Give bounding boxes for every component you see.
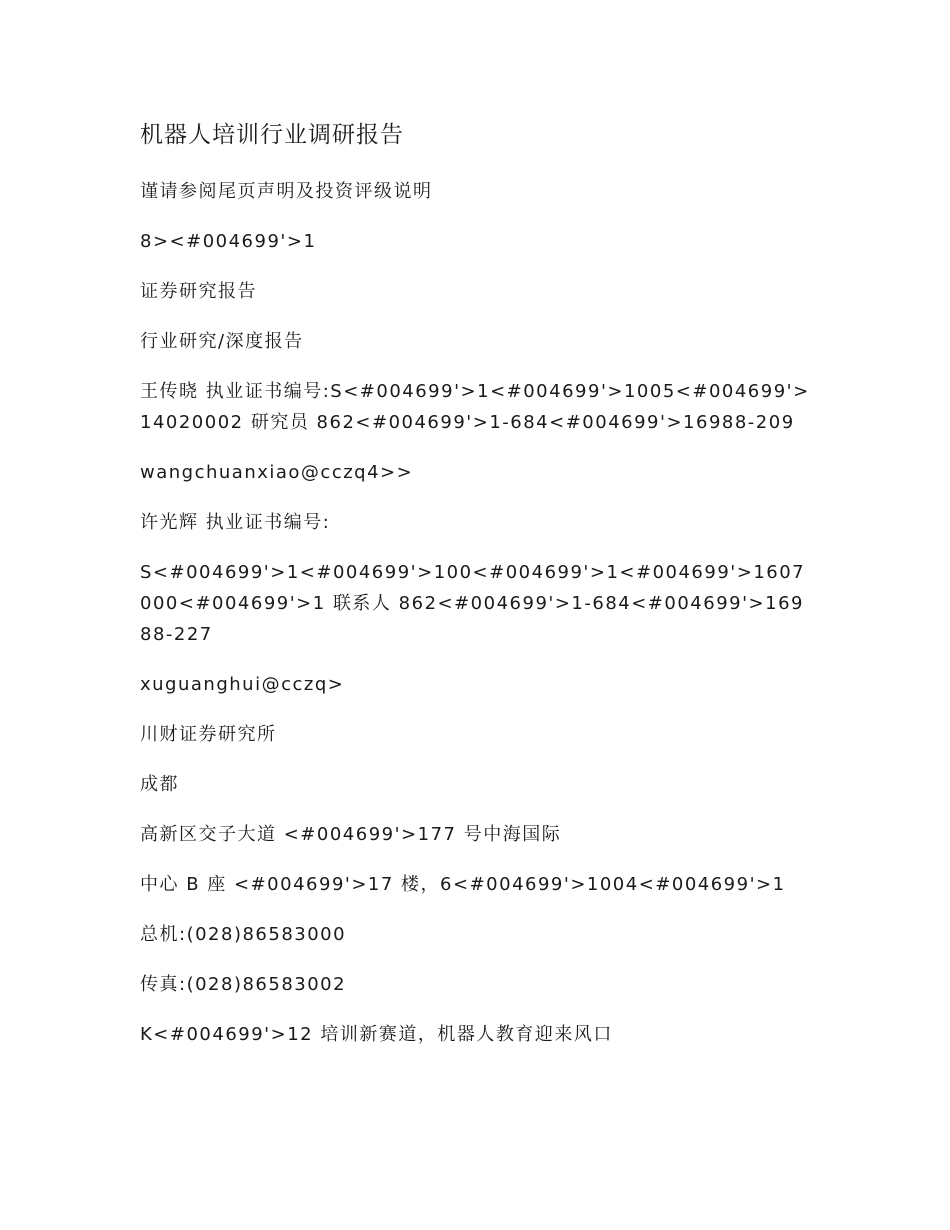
analyst-2-info: S<#004699'>1<#004699'>100<#004699'>1<#004699'>1607000<#004699'>1 联系人 862<#004699'>1-684<#004699'>16988-227 (140, 562, 806, 645)
address-line-2: 中心 B 座 <#004699'>17 楼，6<#004699'>1004<#004699'>1 (140, 874, 786, 895)
address-line-1: 高新区交子大道 <#004699'>177 号中海国际 (140, 824, 562, 845)
code-line: 8><#004699'>1 (140, 231, 317, 252)
fax-number: 传真:(028)86583002 (140, 974, 347, 995)
city: 成都 (140, 774, 179, 795)
disclaimer-note: 谨请参阅尾页声明及投资评级说明 (140, 181, 433, 202)
section-heading: K<#004699'>12 培训新赛道，机器人教育迎来风口 (140, 1024, 613, 1045)
document-page (140, 118, 810, 1069)
report-type: 证券研究报告 (140, 281, 257, 302)
institute-name: 川财证券研究所 (140, 724, 277, 745)
report-category: 行业研究/深度报告 (140, 331, 304, 352)
document-title: 机器人培训行业调研报告 (140, 122, 404, 148)
analyst-1-info: 王传晓 执业证书编号:S<#004699'>1<#004699'>1005<#004699'>14020002 研究员 862<#004699'>1-684<#004699'>16988-209 (140, 381, 810, 433)
analyst-2-email: xuguanghui@cczq> (140, 674, 345, 695)
analyst-2-name: 许光辉 执业证书编号: (140, 512, 331, 533)
analyst-1-email: wangchuanxiao@cczq4>> (140, 462, 414, 483)
switchboard-phone: 总机:(028)86583000 (140, 924, 347, 945)
